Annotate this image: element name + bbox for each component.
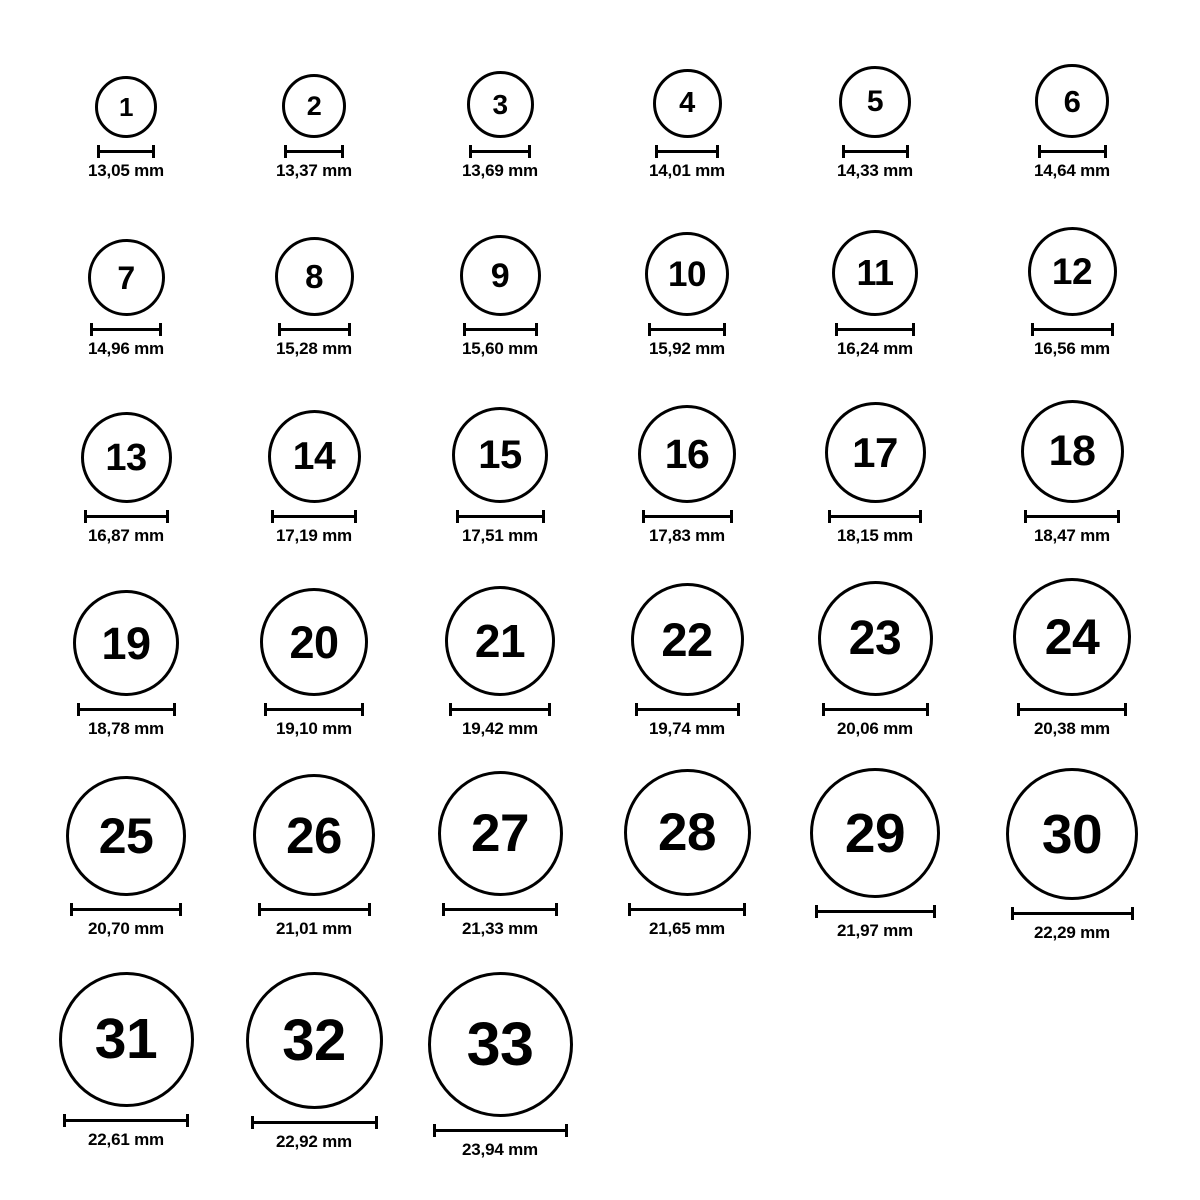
diameter-value: 18,78 mm: [88, 719, 164, 738]
ring-size-number: 22: [661, 613, 713, 666]
ring-size-cell: [410, 382, 590, 546]
ring-size-number: 18: [1048, 427, 1096, 475]
measure-line: [284, 150, 344, 153]
diameter-measure-bar: [655, 145, 719, 157]
ring-circle: [81, 412, 172, 503]
ring-size-cell: [982, 22, 1162, 181]
diameter-measure-bar: [97, 145, 155, 157]
ring-size-number: 13: [105, 436, 147, 479]
diameter-value: 22,29 mm: [1034, 923, 1110, 942]
ring-size-number: 33: [466, 1010, 534, 1078]
measure-tick-right: [348, 323, 351, 336]
ring-size-number: 31: [94, 1007, 158, 1071]
measure-tick-right: [730, 510, 733, 523]
measure-line: [97, 150, 155, 153]
ring-size-number: 3: [492, 88, 508, 120]
measure-line: [1024, 515, 1120, 518]
measure-line: [264, 708, 364, 711]
ring-size-number: 19: [101, 617, 151, 669]
diameter-value: 22,61 mm: [88, 1130, 164, 1149]
measure-tick-right: [1117, 510, 1120, 523]
measure-tick-right: [737, 703, 740, 716]
diameter-measure-bar: [77, 703, 176, 715]
diameter-value: 15,60 mm: [462, 339, 538, 358]
ring-size-cell: [36, 572, 216, 739]
ring-size-cell: [597, 22, 777, 181]
measure-tick-right: [535, 323, 538, 336]
diameter-measure-bar: [271, 510, 357, 522]
diameter-measure-bar: [628, 903, 746, 915]
diameter-value: 19,74 mm: [649, 719, 725, 738]
diameter-measure-bar: [648, 323, 726, 335]
diameter-measure-bar: [635, 703, 740, 715]
ring-size-number: 21: [474, 615, 526, 667]
measure-line: [1038, 150, 1107, 153]
measure-tick-right: [723, 323, 726, 336]
measure-line: [835, 328, 915, 331]
ring-circle: [438, 771, 563, 896]
ring-size-number: 11: [856, 252, 894, 293]
ring-circle: [282, 74, 346, 138]
ring-circle: [268, 410, 361, 503]
ring-size-number: 20: [289, 616, 339, 668]
measure-tick-right: [179, 903, 182, 916]
ring-size-number: 16: [664, 430, 710, 477]
diameter-value: 19,10 mm: [276, 719, 352, 738]
ring-circle: [1028, 227, 1117, 316]
ring-circle: [839, 66, 911, 138]
ring-circle: [1021, 400, 1124, 503]
measure-line: [1017, 708, 1127, 711]
ring-size-number: 10: [668, 254, 706, 294]
ring-size-cell: [982, 572, 1162, 739]
diameter-value: 15,92 mm: [649, 339, 725, 358]
diameter-value: 21,65 mm: [649, 919, 725, 938]
ring-size-cell: [36, 382, 216, 546]
ring-size-number: 8: [305, 258, 323, 295]
measure-tick-right: [354, 510, 357, 523]
measure-tick-right: [528, 145, 531, 158]
measure-tick-right: [933, 905, 936, 918]
measure-line: [70, 908, 182, 911]
ring-circle: [95, 76, 157, 138]
ring-circle: [467, 71, 534, 138]
diameter-measure-bar: [70, 903, 182, 915]
measure-line: [77, 708, 176, 711]
measure-line: [842, 150, 909, 153]
ring-size-number: 5: [866, 85, 884, 118]
ring-circle: [59, 972, 194, 1107]
measure-line: [1011, 912, 1134, 915]
measure-tick-right: [361, 703, 364, 716]
ring-size-cell: [224, 22, 404, 181]
diameter-value: 21,33 mm: [462, 919, 538, 938]
ring-circle: [260, 588, 368, 696]
ring-circle: [818, 581, 933, 696]
ring-circle: [631, 583, 744, 696]
measure-line: [822, 708, 929, 711]
ring-circle: [246, 972, 383, 1109]
measure-tick-right: [186, 1114, 189, 1127]
measure-tick-right: [919, 510, 922, 523]
measure-tick-right: [906, 145, 909, 158]
ring-size-number: 25: [98, 808, 154, 864]
ring-circle: [253, 774, 375, 896]
measure-line: [258, 908, 371, 911]
measure-tick-right: [548, 703, 551, 716]
measure-line: [449, 708, 551, 711]
diameter-measure-bar: [251, 1116, 378, 1128]
measure-tick-right: [159, 323, 162, 336]
diameter-value: 19,42 mm: [462, 719, 538, 738]
ring-circle: [73, 590, 179, 696]
measure-tick-right: [1131, 907, 1134, 920]
ring-size-number: 30: [1041, 802, 1103, 865]
ring-circle: [653, 69, 722, 138]
measure-tick-right: [716, 145, 719, 158]
measure-line: [628, 908, 746, 911]
ring-size-cell: [785, 572, 965, 739]
measure-line: [278, 328, 351, 331]
measure-line: [1031, 328, 1114, 331]
ring-size-cell: [982, 768, 1162, 943]
diameter-value: 22,92 mm: [276, 1132, 352, 1151]
diameter-measure-bar: [463, 323, 538, 335]
ring-size-cell: [785, 768, 965, 941]
ring-size-cell: [224, 768, 404, 939]
ring-size-number: 28: [658, 803, 716, 862]
ring-size-number: 9: [490, 256, 510, 295]
ring-circle: [645, 232, 729, 316]
diameter-value: 18,15 mm: [837, 526, 913, 545]
ring-size-cell: [224, 572, 404, 739]
ring-size-cell: [597, 198, 777, 359]
ring-size-number: 32: [282, 1007, 346, 1073]
ring-circle: [810, 768, 940, 898]
measure-line: [463, 328, 538, 331]
measure-tick-right: [375, 1116, 378, 1129]
ring-circle: [832, 230, 918, 316]
diameter-measure-bar: [84, 510, 169, 522]
ring-size-cell: [410, 972, 590, 1160]
diameter-measure-bar: [828, 510, 922, 522]
ring-circle: [460, 235, 541, 316]
ring-size-cell: [982, 198, 1162, 359]
ring-circle: [638, 405, 736, 503]
diameter-value: 13,37 mm: [276, 161, 352, 180]
diameter-value: 14,96 mm: [88, 339, 164, 358]
measure-tick-right: [152, 145, 155, 158]
measure-line: [469, 150, 531, 153]
diameter-value: 16,56 mm: [1034, 339, 1110, 358]
ring-size-number: 26: [286, 806, 342, 864]
measure-tick-right: [926, 703, 929, 716]
ring-size-number: 2: [306, 90, 322, 121]
ring-size-number: 29: [844, 801, 906, 864]
measure-line: [815, 910, 936, 913]
measure-line: [84, 515, 169, 518]
diameter-measure-bar: [1017, 703, 1127, 715]
diameter-value: 18,47 mm: [1034, 526, 1110, 545]
measure-tick-right: [1124, 703, 1127, 716]
ring-circle: [445, 586, 555, 696]
diameter-measure-bar: [835, 323, 915, 335]
measure-tick-right: [1104, 145, 1107, 158]
diameter-measure-bar: [456, 510, 545, 522]
ring-circle: [1013, 578, 1131, 696]
diameter-value: 23,94 mm: [462, 1140, 538, 1159]
diameter-measure-bar: [1031, 323, 1114, 335]
diameter-measure-bar: [1011, 907, 1134, 919]
diameter-measure-bar: [264, 703, 364, 715]
ring-size-cell: [36, 768, 216, 939]
diameter-value: 16,24 mm: [837, 339, 913, 358]
diameter-measure-bar: [258, 903, 371, 915]
diameter-measure-bar: [442, 903, 558, 915]
ring-size-cell: [597, 572, 777, 739]
ring-size-cell: [224, 972, 404, 1152]
ring-size-number: 15: [478, 433, 522, 477]
measure-tick-right: [743, 903, 746, 916]
ring-size-number: 1: [119, 92, 133, 122]
measure-line: [642, 515, 733, 518]
ring-size-number: 7: [117, 259, 135, 296]
ring-size-number: 12: [1051, 251, 1093, 292]
diameter-measure-bar: [90, 323, 162, 335]
diameter-measure-bar: [278, 323, 351, 335]
measure-tick-right: [341, 145, 344, 158]
measure-line: [90, 328, 162, 331]
ring-size-number: 14: [292, 435, 336, 478]
diameter-value: 13,05 mm: [88, 161, 164, 180]
ring-size-cell: [785, 382, 965, 546]
measure-line: [655, 150, 719, 153]
ring-size-number: 23: [848, 611, 902, 665]
diameter-value: 20,70 mm: [88, 919, 164, 938]
diameter-measure-bar: [822, 703, 929, 715]
ring-circle: [88, 239, 165, 316]
diameter-measure-bar: [842, 145, 909, 157]
diameter-value: 20,38 mm: [1034, 719, 1110, 738]
ring-size-cell: [410, 768, 590, 939]
measure-line: [63, 1119, 189, 1122]
diameter-measure-bar: [1038, 145, 1107, 157]
measure-tick-right: [1111, 323, 1114, 336]
measure-tick-right: [912, 323, 915, 336]
measure-tick-right: [542, 510, 545, 523]
ring-size-number: 24: [1044, 609, 1100, 665]
diameter-value: 14,01 mm: [649, 161, 725, 180]
ring-size-cell: [224, 382, 404, 546]
diameter-value: 17,51 mm: [462, 526, 538, 545]
measure-line: [648, 328, 726, 331]
ring-size-cell: [597, 382, 777, 546]
diameter-measure-bar: [642, 510, 733, 522]
ring-size-cell: [785, 198, 965, 359]
diameter-measure-bar: [284, 145, 344, 157]
diameter-value: 21,01 mm: [276, 919, 352, 938]
ring-size-number: 6: [1063, 83, 1081, 119]
ring-size-cell: [36, 198, 216, 359]
ring-size-number: 4: [679, 87, 695, 119]
measure-tick-right: [555, 903, 558, 916]
ring-circle: [825, 402, 926, 503]
ring-circle: [1035, 64, 1109, 138]
ring-size-cell: [785, 22, 965, 181]
ring-circle: [66, 776, 186, 896]
measure-tick-right: [166, 510, 169, 523]
diameter-value: 15,28 mm: [276, 339, 352, 358]
measure-line: [456, 515, 545, 518]
measure-tick-right: [368, 903, 371, 916]
diameter-value: 16,87 mm: [88, 526, 164, 545]
ring-circle: [1006, 768, 1138, 900]
measure-line: [271, 515, 357, 518]
measure-tick-right: [173, 703, 176, 716]
diameter-value: 14,64 mm: [1034, 161, 1110, 180]
ring-size-cell: [224, 198, 404, 359]
measure-line: [433, 1129, 568, 1132]
diameter-value: 17,19 mm: [276, 526, 352, 545]
ring-size-cell: [597, 768, 777, 939]
measure-line: [828, 515, 922, 518]
diameter-measure-bar: [449, 703, 551, 715]
measure-line: [251, 1121, 378, 1124]
ring-size-cell: [36, 972, 216, 1150]
diameter-measure-bar: [1024, 510, 1120, 522]
ring-circle: [428, 972, 573, 1117]
ring-size-number: 27: [471, 804, 529, 863]
diameter-value: 13,69 mm: [462, 161, 538, 180]
ring-circle: [275, 237, 354, 316]
diameter-measure-bar: [433, 1124, 568, 1136]
measure-line: [635, 708, 740, 711]
diameter-measure-bar: [63, 1114, 189, 1126]
diameter-value: 20,06 mm: [837, 719, 913, 738]
diameter-measure-bar: [469, 145, 531, 157]
ring-size-cell: [410, 22, 590, 181]
ring-size-cell: [410, 572, 590, 739]
measure-tick-right: [565, 1124, 568, 1137]
ring-circle: [452, 407, 548, 503]
ring-size-cell: [982, 382, 1162, 546]
diameter-measure-bar: [815, 905, 936, 917]
measure-line: [442, 908, 558, 911]
diameter-value: 14,33 mm: [837, 161, 913, 180]
ring-circle: [624, 769, 751, 896]
diameter-value: 17,83 mm: [649, 526, 725, 545]
ring-size-cell: [36, 22, 216, 181]
diameter-value: 21,97 mm: [837, 921, 913, 940]
ring-size-number: 17: [852, 428, 898, 476]
ring-size-cell: [410, 198, 590, 359]
